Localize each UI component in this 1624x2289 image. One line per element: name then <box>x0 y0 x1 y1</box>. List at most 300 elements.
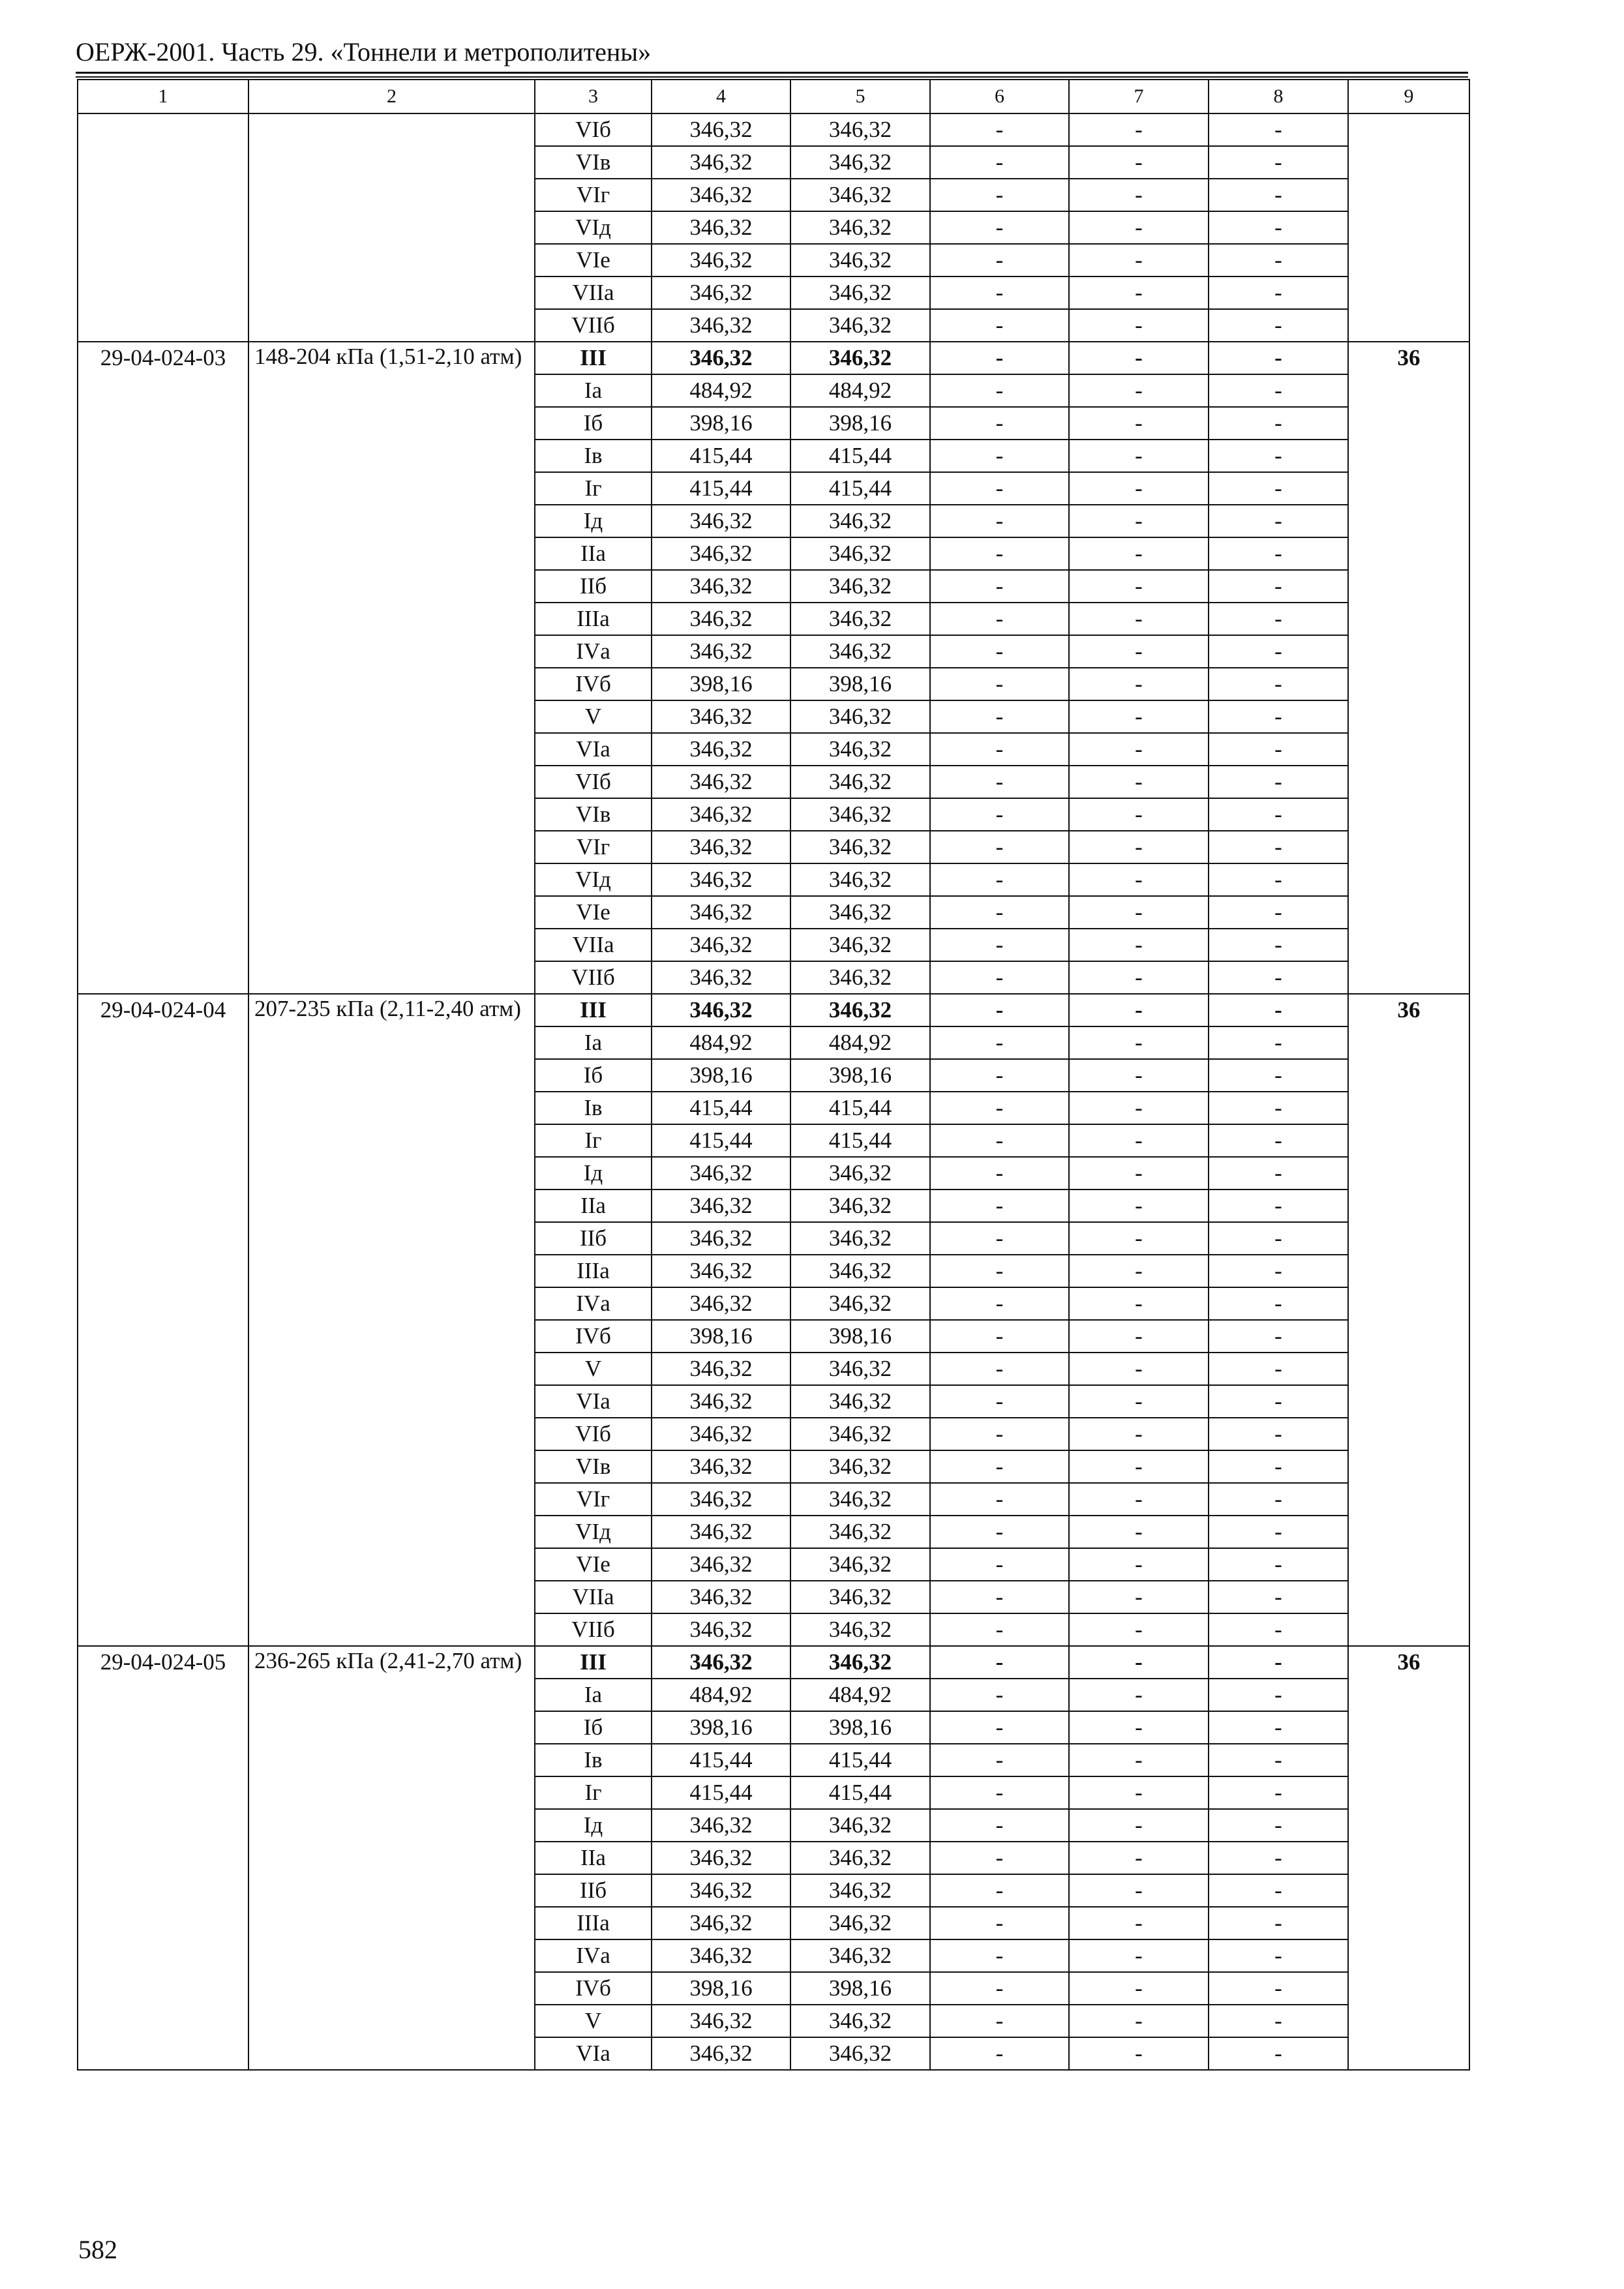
header-rule <box>76 72 1468 74</box>
cell-col9-empty <box>1348 113 1469 342</box>
cell-col5: 398,16 <box>790 1972 930 2005</box>
cell-class: VIб <box>535 1418 652 1450</box>
cell-col6: - <box>930 929 1069 961</box>
cell-col4: 346,32 <box>652 1874 790 1907</box>
cell-class: Iг <box>535 1776 652 1809</box>
cell-col4: 346,32 <box>652 896 790 929</box>
cell-col4: 346,32 <box>652 1581 790 1613</box>
cell-class: IVа <box>535 1939 652 1972</box>
cell-class: Iд <box>535 1809 652 1842</box>
table-row <box>78 1646 1469 1679</box>
cell-col8: - <box>1209 1679 1348 1711</box>
cell-col4: 346,32 <box>652 1548 790 1581</box>
cell-col4: 346,32 <box>652 798 790 831</box>
cell-class: Iа <box>535 1679 652 1711</box>
cell-class: Iв <box>535 1092 652 1124</box>
cell-col5: 346,32 <box>790 1189 930 1222</box>
cell-col4: 346,32 <box>652 766 790 798</box>
cell-col8: - <box>1209 700 1348 733</box>
cell-col7: - <box>1069 1874 1209 1907</box>
cell-col8: - <box>1209 1842 1348 1874</box>
cell-col7: - <box>1069 1353 1209 1385</box>
cell-col5: 346,32 <box>790 2037 930 2070</box>
cell-col5: 398,16 <box>790 668 930 700</box>
cell-col9: 36 <box>1348 342 1469 994</box>
cell-col5: 346,32 <box>790 1842 930 1874</box>
cell-col9: 36 <box>1348 1646 1469 2070</box>
cell-col5: 415,44 <box>790 1092 930 1124</box>
cell-col8: - <box>1209 1222 1348 1255</box>
cell-col4: 415,44 <box>652 1776 790 1809</box>
cell-col7: - <box>1069 1776 1209 1809</box>
cell-col8: - <box>1209 1026 1348 1059</box>
cell-col4: 346,32 <box>652 1483 790 1516</box>
cell-class: IVб <box>535 668 652 700</box>
cell-col8: - <box>1209 1776 1348 1809</box>
cell-col5: 346,32 <box>790 146 930 179</box>
cell-col8: - <box>1209 1450 1348 1483</box>
cell-col6: - <box>930 537 1069 570</box>
cell-col6: - <box>930 668 1069 700</box>
cell-col8: - <box>1209 570 1348 603</box>
cell-col5: 346,32 <box>790 961 930 994</box>
cell-col7: - <box>1069 831 1209 863</box>
cell-col5: 346,32 <box>790 603 930 635</box>
cell-col8: - <box>1209 1646 1348 1679</box>
cell-col6: - <box>930 1026 1069 1059</box>
cell-col5: 346,32 <box>790 1548 930 1581</box>
cell-col7: - <box>1069 277 1209 309</box>
cell-col5: 346,32 <box>790 211 930 244</box>
cell-class: VIе <box>535 896 652 929</box>
cell-col4: 398,16 <box>652 668 790 700</box>
cell-class: VIа <box>535 2037 652 2070</box>
cell-col4: 346,32 <box>652 1516 790 1548</box>
cell-col7: - <box>1069 113 1209 146</box>
cell-col5: 346,32 <box>790 1255 930 1287</box>
cell-col7: - <box>1069 798 1209 831</box>
cell-col8: - <box>1209 1059 1348 1092</box>
cell-class: IIIа <box>535 1907 652 1939</box>
column-header: 8 <box>1209 80 1348 113</box>
cell-col5: 346,32 <box>790 244 930 277</box>
cell-col7: - <box>1069 505 1209 537</box>
cell-col4: 346,32 <box>652 537 790 570</box>
cell-class: VIг <box>535 831 652 863</box>
cell-col6: - <box>930 440 1069 472</box>
cell-col6: - <box>930 831 1069 863</box>
cell-col4: 346,32 <box>652 1809 790 1842</box>
cell-col7: - <box>1069 1613 1209 1646</box>
cell-col8: - <box>1209 342 1348 374</box>
cell-col4: 398,16 <box>652 407 790 440</box>
cell-class: VIIа <box>535 1581 652 1613</box>
cell-col5: 346,32 <box>790 537 930 570</box>
cell-col7: - <box>1069 635 1209 668</box>
cell-col6: - <box>930 1418 1069 1450</box>
cell-col8: - <box>1209 146 1348 179</box>
cell-class: VIIб <box>535 309 652 342</box>
cell-col6: - <box>930 1809 1069 1842</box>
cell-col4: 346,32 <box>652 603 790 635</box>
cell-col8: - <box>1209 179 1348 211</box>
cell-col7: - <box>1069 1939 1209 1972</box>
cell-col6: - <box>930 1874 1069 1907</box>
cell-col5: 484,92 <box>790 374 930 407</box>
cell-col6: - <box>930 1548 1069 1581</box>
cell-class: VIв <box>535 1450 652 1483</box>
cell-col8: - <box>1209 1418 1348 1450</box>
cell-col4: 398,16 <box>652 1711 790 1744</box>
cell-col5: 346,32 <box>790 766 930 798</box>
column-number-row <box>78 80 1469 113</box>
cell-col8: - <box>1209 1092 1348 1124</box>
cell-col8: - <box>1209 1516 1348 1548</box>
cell-code: 29-04-024-03 <box>78 342 248 994</box>
cell-class: VIв <box>535 798 652 831</box>
column-header: 9 <box>1348 80 1469 113</box>
column-header: 3 <box>535 80 652 113</box>
cell-col7: - <box>1069 342 1209 374</box>
cell-code: 29-04-024-05 <box>78 1646 248 2070</box>
cell-class: IIIа <box>535 603 652 635</box>
cell-col5: 346,32 <box>790 929 930 961</box>
cell-col8: - <box>1209 1907 1348 1939</box>
cell-col5: 346,32 <box>790 277 930 309</box>
cell-class: Iд <box>535 1157 652 1189</box>
cell-class: IIб <box>535 570 652 603</box>
cell-col7: - <box>1069 1026 1209 1059</box>
column-header: 4 <box>652 80 790 113</box>
cell-col5: 346,32 <box>790 342 930 374</box>
cell-col6: - <box>930 1516 1069 1548</box>
cell-col8: - <box>1209 2037 1348 2070</box>
cell-col5: 484,92 <box>790 1026 930 1059</box>
cell-class: III <box>535 342 652 374</box>
cell-col8: - <box>1209 440 1348 472</box>
cell-col8: - <box>1209 603 1348 635</box>
column-header: 6 <box>930 80 1069 113</box>
cell-col7: - <box>1069 211 1209 244</box>
cell-col4: 346,32 <box>652 961 790 994</box>
cell-class: VIIб <box>535 1613 652 1646</box>
cell-col7: - <box>1069 766 1209 798</box>
cell-col6: - <box>930 1939 1069 1972</box>
cell-col8: - <box>1209 407 1348 440</box>
cell-code: 29-04-024-04 <box>78 994 248 1646</box>
cell-col4: 346,32 <box>652 342 790 374</box>
cell-class: VIе <box>535 1548 652 1581</box>
cell-col7: - <box>1069 1711 1209 1744</box>
cell-col6: - <box>930 146 1069 179</box>
cell-col4: 346,32 <box>652 1385 790 1418</box>
cell-col6: - <box>930 994 1069 1026</box>
cell-col6: - <box>930 961 1069 994</box>
cell-col7: - <box>1069 896 1209 929</box>
cell-col5: 398,16 <box>790 407 930 440</box>
cell-col6: - <box>930 407 1069 440</box>
cell-col6: - <box>930 1581 1069 1613</box>
cell-col8: - <box>1209 1483 1348 1516</box>
cell-col8: - <box>1209 1711 1348 1744</box>
cell-col5: 415,44 <box>790 1744 930 1776</box>
cell-col5: 346,32 <box>790 994 930 1026</box>
cell-col6: - <box>930 2037 1069 2070</box>
cell-col6: - <box>930 1907 1069 1939</box>
cell-class: Iа <box>535 374 652 407</box>
cell-col7: - <box>1069 179 1209 211</box>
cell-col6: - <box>930 1711 1069 1744</box>
cell-col4: 346,32 <box>652 277 790 309</box>
cell-col8: - <box>1209 1744 1348 1776</box>
cell-col6: - <box>930 277 1069 309</box>
cell-col4: 346,32 <box>652 831 790 863</box>
cell-col7: - <box>1069 1907 1209 1939</box>
cell-col4: 346,32 <box>652 2037 790 2070</box>
cell-class: IIIа <box>535 1255 652 1287</box>
cell-col6: - <box>930 1744 1069 1776</box>
cell-col4: 346,32 <box>652 1450 790 1483</box>
cell-col4: 346,32 <box>652 1613 790 1646</box>
cell-col6: - <box>930 1157 1069 1189</box>
cell-col4: 346,32 <box>652 570 790 603</box>
cell-col6: - <box>930 733 1069 766</box>
cell-col4: 346,32 <box>652 733 790 766</box>
cell-col7: - <box>1069 2037 1209 2070</box>
cell-col4: 346,32 <box>652 1353 790 1385</box>
cell-col8: - <box>1209 1353 1348 1385</box>
cell-class: Iв <box>535 1744 652 1776</box>
cell-col7: - <box>1069 700 1209 733</box>
cell-col8: - <box>1209 113 1348 146</box>
cell-class: III <box>535 994 652 1026</box>
cell-col5: 398,16 <box>790 1320 930 1353</box>
cell-col6: - <box>930 1059 1069 1092</box>
cell-col7: - <box>1069 863 1209 896</box>
cell-col6: - <box>930 1613 1069 1646</box>
cell-col7: - <box>1069 1222 1209 1255</box>
cell-col4: 346,32 <box>652 146 790 179</box>
cell-col7: - <box>1069 1516 1209 1548</box>
cell-col7: - <box>1069 1581 1209 1613</box>
cell-col4: 415,44 <box>652 440 790 472</box>
cell-col5: 346,32 <box>790 1907 930 1939</box>
cell-col7: - <box>1069 374 1209 407</box>
cell-col6: - <box>930 1222 1069 1255</box>
cell-col4: 346,32 <box>652 2005 790 2037</box>
cell-col8: - <box>1209 831 1348 863</box>
cell-col8: - <box>1209 505 1348 537</box>
cell-col5: 346,32 <box>790 1157 930 1189</box>
cell-col7: - <box>1069 1255 1209 1287</box>
cell-col7: - <box>1069 733 1209 766</box>
cell-col4: 346,32 <box>652 1222 790 1255</box>
cell-col6: - <box>930 1353 1069 1385</box>
cell-col6: - <box>930 505 1069 537</box>
cell-class: IIа <box>535 1842 652 1874</box>
cell-description-empty <box>248 113 535 342</box>
cell-col6: - <box>930 1842 1069 1874</box>
cell-col7: - <box>1069 537 1209 570</box>
cell-col4: 346,32 <box>652 179 790 211</box>
table-body <box>78 80 1469 2070</box>
cell-col4: 346,32 <box>652 1939 790 1972</box>
cell-col5: 346,32 <box>790 1418 930 1450</box>
cell-col4: 484,92 <box>652 374 790 407</box>
cell-col5: 346,32 <box>790 896 930 929</box>
cell-col7: - <box>1069 570 1209 603</box>
cell-col6: - <box>930 1092 1069 1124</box>
cell-class: VIг <box>535 1483 652 1516</box>
cell-col4: 346,32 <box>652 863 790 896</box>
cell-col8: - <box>1209 863 1348 896</box>
cell-col4: 346,32 <box>652 1189 790 1222</box>
cell-col7: - <box>1069 2005 1209 2037</box>
cell-col4: 346,32 <box>652 113 790 146</box>
column-header: 1 <box>78 80 248 113</box>
cell-col5: 415,44 <box>790 440 930 472</box>
cell-col7: - <box>1069 929 1209 961</box>
cell-col4: 484,92 <box>652 1026 790 1059</box>
cell-col6: - <box>930 896 1069 929</box>
cell-col6: - <box>930 1450 1069 1483</box>
cell-col9: 36 <box>1348 994 1469 1646</box>
cell-class: Iа <box>535 1026 652 1059</box>
cell-col8: - <box>1209 244 1348 277</box>
cell-col7: - <box>1069 1548 1209 1581</box>
cell-class: VIIа <box>535 929 652 961</box>
cell-col8: - <box>1209 1157 1348 1189</box>
page-number: 582 <box>78 2235 117 2264</box>
cell-col8: - <box>1209 961 1348 994</box>
cell-col8: - <box>1209 537 1348 570</box>
column-header: 2 <box>248 80 535 113</box>
cell-col8: - <box>1209 766 1348 798</box>
cell-class: VIIб <box>535 961 652 994</box>
cell-description: 148-204 кПа (1,51-2,10 атм) <box>248 342 535 994</box>
cell-col4: 415,44 <box>652 472 790 505</box>
cell-col8: - <box>1209 1613 1348 1646</box>
cell-class: Iб <box>535 1711 652 1744</box>
cell-col4: 346,32 <box>652 1646 790 1679</box>
cell-class: VIIа <box>535 277 652 309</box>
cell-col4: 398,16 <box>652 1320 790 1353</box>
cell-class: VIб <box>535 766 652 798</box>
cell-col6: - <box>930 1124 1069 1157</box>
cell-class: IIа <box>535 537 652 570</box>
column-header: 7 <box>1069 80 1209 113</box>
cell-class: VIд <box>535 863 652 896</box>
cell-col4: 415,44 <box>652 1092 790 1124</box>
cell-col6: - <box>930 1776 1069 1809</box>
cell-col8: - <box>1209 1972 1348 2005</box>
cell-col4: 346,32 <box>652 1255 790 1287</box>
cell-class: VIд <box>535 1516 652 1548</box>
cell-col8: - <box>1209 635 1348 668</box>
cell-col7: - <box>1069 1320 1209 1353</box>
cell-col5: 346,32 <box>790 2005 930 2037</box>
cell-col5: 346,32 <box>790 570 930 603</box>
cell-col5: 346,32 <box>790 635 930 668</box>
cell-col4: 346,32 <box>652 505 790 537</box>
cell-col6: - <box>930 766 1069 798</box>
cell-col7: - <box>1069 1418 1209 1450</box>
cell-col4: 346,32 <box>652 635 790 668</box>
cell-col4: 346,32 <box>652 700 790 733</box>
cell-col5: 346,32 <box>790 179 930 211</box>
cell-col5: 346,32 <box>790 831 930 863</box>
cell-col4: 346,32 <box>652 1157 790 1189</box>
cell-class: VIа <box>535 733 652 766</box>
cell-description: 236-265 кПа (2,41-2,70 атм) <box>248 1646 535 2070</box>
cell-class: IVб <box>535 1320 652 1353</box>
cell-class: V <box>535 700 652 733</box>
cell-col4: 346,32 <box>652 244 790 277</box>
cell-col6: - <box>930 342 1069 374</box>
header-rule-thin <box>76 76 1468 78</box>
cell-col5: 346,32 <box>790 505 930 537</box>
cell-col8: - <box>1209 2005 1348 2037</box>
cell-col5: 346,32 <box>790 1581 930 1613</box>
cell-col6: - <box>930 1646 1069 1679</box>
cell-col6: - <box>930 374 1069 407</box>
cell-col7: - <box>1069 407 1209 440</box>
cell-col7: - <box>1069 1287 1209 1320</box>
cell-col6: - <box>930 179 1069 211</box>
cell-col5: 346,32 <box>790 1874 930 1907</box>
cell-col8: - <box>1209 309 1348 342</box>
cell-col8: - <box>1209 733 1348 766</box>
cell-col5: 346,32 <box>790 1939 930 1972</box>
cell-col8: - <box>1209 798 1348 831</box>
cell-col6: - <box>930 309 1069 342</box>
cell-col7: - <box>1069 1385 1209 1418</box>
cell-col5: 346,32 <box>790 309 930 342</box>
cell-col7: - <box>1069 440 1209 472</box>
cell-col4: 346,32 <box>652 1287 790 1320</box>
cell-class: VIа <box>535 1385 652 1418</box>
cell-col7: - <box>1069 668 1209 700</box>
cell-col6: - <box>930 863 1069 896</box>
cell-col8: - <box>1209 1939 1348 1972</box>
cell-col6: - <box>930 798 1069 831</box>
cell-col6: - <box>930 635 1069 668</box>
cell-col6: - <box>930 1189 1069 1222</box>
cell-col4: 346,32 <box>652 1842 790 1874</box>
cell-class: V <box>535 2005 652 2037</box>
cell-col5: 346,32 <box>790 863 930 896</box>
cell-col8: - <box>1209 1320 1348 1353</box>
cell-col7: - <box>1069 1483 1209 1516</box>
cell-col7: - <box>1069 146 1209 179</box>
cell-class: VIд <box>535 211 652 244</box>
cell-col6: - <box>930 1972 1069 2005</box>
table-row <box>78 994 1469 1026</box>
cell-col5: 346,32 <box>790 1809 930 1842</box>
cell-col4: 398,16 <box>652 1972 790 2005</box>
cell-col7: - <box>1069 961 1209 994</box>
cell-col7: - <box>1069 1059 1209 1092</box>
cell-col5: 346,32 <box>790 798 930 831</box>
cell-col8: - <box>1209 668 1348 700</box>
cell-col8: - <box>1209 994 1348 1026</box>
cell-col7: - <box>1069 603 1209 635</box>
cell-col4: 346,32 <box>652 994 790 1026</box>
cell-col5: 346,32 <box>790 1516 930 1548</box>
cell-col6: - <box>930 1385 1069 1418</box>
cell-col7: - <box>1069 472 1209 505</box>
cell-col5: 346,32 <box>790 1646 930 1679</box>
